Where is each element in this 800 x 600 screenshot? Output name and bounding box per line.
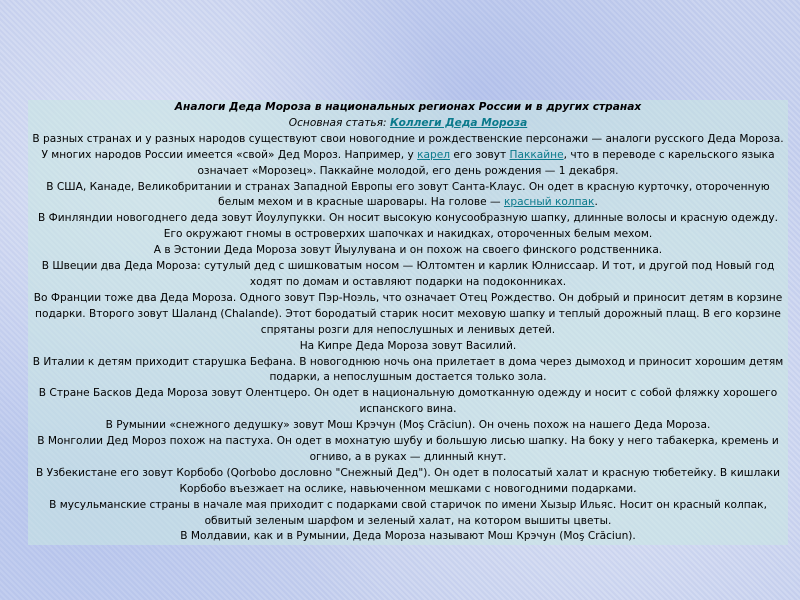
karel-link[interactable]: карел [417,148,451,161]
subtitle-colon: : [383,116,390,129]
paragraph-italy: В Италии к детям приходит старушка Бефана. В новогоднюю ночь она прилетает в дома через дымоход и приносит хорошим детям подарки, а непослушным достается только зола. [32,355,784,384]
subtitle-prefix: Основная статья [288,116,383,129]
text-segment: В США, Канаде, Великобритании и странах Западной Европы его зовут Санта-Клаус. Он одет в красную курточку, отороченную белым мехом и в красные шаровары. На голове — [46,180,770,209]
paragraph-usa [28,180,788,212]
article-subtitle [28,116,788,132]
paragraph-cyprus: На Кипре Деда Мороза зовут Василий. [299,339,517,352]
text-segment: , что в переводе с карельского языка означает «Морозец». Паккайне молодой, его день рождения — 1 декабря. [197,148,775,177]
article-title: Аналоги Деда Мороза в национальных регионах России и в других странах [174,101,642,113]
paragraph-france: Во Франции тоже два Деда Мороза. Одного зовут Пэр-Ноэль, что означает Отец Рождество. Он добрый и приносит детям в корзине подарки. Второго зовут Шаланд (Chalande). Этот бородатый старик носит меховую шапку и теплый дорожный плащ. В его корзине спрятаны розги для непослушных и ленивых детей. [33,291,783,336]
red-cap-link[interactable]: красный колпак [503,196,595,209]
paragraph-romania: В Румынии «снежного дедушку» зовут Мош Крэчун (Moş Crăciun). Он очень похож на нашего Деда Мороза. [105,419,711,432]
paragraph-basque: В Стране Басков Деда Мороза зовут Олентцеро. Он одет в национальную домотканную одежду и носит с собой фляжку хорошего испанского вина. [38,387,778,416]
paragraph-muslim-countries: В мусульманские страны в начале мая приходит с подарками свой старичок по имени Хызыр Ильяс. Носит он красный колпак, обвитый зеленым шарфом и зеленый халат, на котором вышиты цветы. [49,498,767,527]
pakkaine-link[interactable]: Паккайне [509,148,564,161]
paragraph-karelia [28,148,788,180]
paragraph-mongolia: В Монголии Дед Мороз похож на пастуха. Он одет в мохнатую шубу и большую лисью шапку. На боку у него табакерка, кремень и огниво, а в руках — длинный кнут. [37,435,779,463]
paragraph-estonia: А в Эстонии Деда Мороза зовут Йыулувана и он похож на своего финского родственника. [153,244,663,257]
paragraph-finland: В Финляндии новогоднего деда зовут Йоулупукки. Он носит высокую конусообразную шапку, длинные волосы и красную одежду. Его окружают гномы в островерхих шапочках и накидках, отороченных белым мехом. [38,212,778,241]
text-segment: У многих народов России имеется «свой» Дед Мороз. Например, у [41,148,418,161]
text-segment: его зовут [450,148,510,161]
paragraph-sweden: В Швеции два Деда Мороза: сутулый дед с шишковатым носом — Юлтомтен и карлик Юлниссаар. И тот, и другой под Новый год ходят по домам и оставляют подарки на подоконниках. [41,260,775,288]
article-text-block [28,100,788,545]
text-segment: . [594,196,598,209]
paragraph-uzbekistan: В Узбекистане его зовут Корбобо (Qorbobo дословно "Снежный Дед"). Он одет в полосатый халат и красную тюбетейку. В кишлаки Корбобо въезжает на ослике, навьюченном мешками с новогодними подарками. [35,466,781,495]
main-article-link[interactable]: Коллеги Деда Мороза [389,116,528,129]
paragraph-intro: В разных странах и у разных народов существуют свои новогодние и рождественские персонажи — аналоги русского Деда Мороза. [32,132,784,145]
paragraph-moldova: В Молдавии, как и в Румынии, Деда Мороза называют Мош Крэчун (Moş Crăciun). [180,530,636,543]
